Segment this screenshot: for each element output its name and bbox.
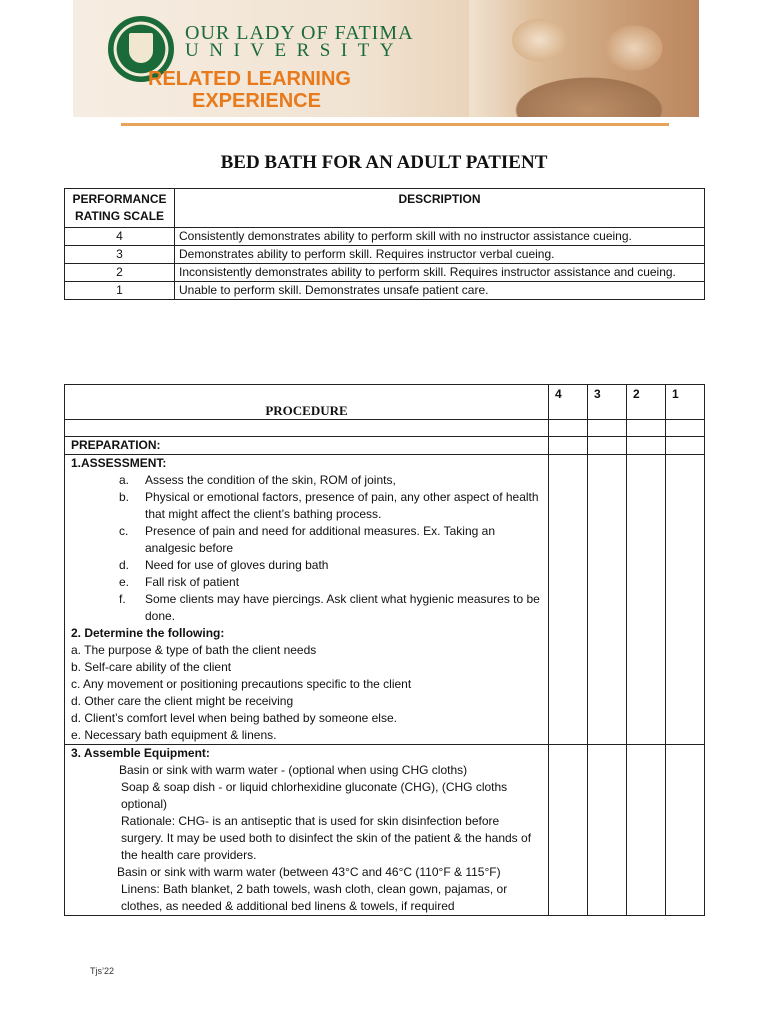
equipment-row	[65, 745, 705, 916]
score-cell[interactable]	[549, 420, 588, 437]
score-cell[interactable]	[666, 745, 705, 916]
list-item: e. Fall risk of patient	[119, 575, 240, 589]
score-cell[interactable]	[627, 420, 666, 437]
preparation-label: PREPARATION:	[65, 437, 549, 455]
rating-row	[65, 264, 705, 282]
surgeons-photo	[469, 0, 699, 117]
blank-row	[65, 420, 705, 437]
rating-scale-table	[64, 188, 705, 300]
list-item: Rationale: CHG- is an antiseptic that is used for skin disinfection before surgery. It may be used both to disinfect the skin of the patient & the hands of the health care providers.	[121, 814, 532, 862]
rating-scale-value: 1	[65, 282, 175, 300]
rating-description: Consistently demonstrates ability to perform skill with no instructor assistance cueing.	[175, 228, 705, 246]
list-item: f. Some clients may have piercings. Ask client what hygienic measures to be done.	[119, 592, 540, 623]
score-cell[interactable]	[588, 437, 627, 455]
rating-scale-value: 2	[65, 264, 175, 282]
score-cell[interactable]	[666, 420, 705, 437]
rating-scale-header: PERFORMANCE RATING SCALE	[65, 189, 175, 228]
rating-row	[65, 246, 705, 264]
score-cell[interactable]	[627, 455, 666, 745]
list-item: Linens: Bath blanket, 2 bath towels, wash cloth, clean gown, pajamas, or clothes, as needed & additional bed linens & towels, if required	[121, 882, 508, 913]
assessment-determine-row	[65, 455, 705, 745]
score-cell[interactable]	[627, 745, 666, 916]
score-column-4: 4	[549, 385, 588, 420]
rating-row	[65, 228, 705, 246]
university-name-line2: UNIVERSITY	[185, 40, 404, 61]
list-item: a. The purpose & type of bath the client needs	[71, 643, 317, 657]
list-item: Basin or sink with warm water (between 43°C and 46°C (110°F & 115°F)	[117, 865, 501, 879]
assessment-section	[65, 455, 549, 745]
score-cell[interactable]	[666, 455, 705, 745]
score-column-1: 1	[666, 385, 705, 420]
list-item: b. Self-care ability of the client	[71, 660, 232, 674]
equipment-label: 3. Assemble Equipment:	[71, 746, 210, 760]
list-item: d. Client’s comfort level when being bathed by someone else.	[71, 711, 397, 725]
list-item: Basin or sink with warm water - (optional when using CHG cloths)	[119, 763, 468, 777]
header-banner	[73, 0, 699, 117]
rating-header-row	[65, 189, 705, 228]
rating-scale-value: 3	[65, 246, 175, 264]
assessment-label: 1.ASSESSMENT:	[71, 456, 167, 470]
score-cell[interactable]	[588, 455, 627, 745]
rating-description: Demonstrates ability to perform skill. Requires instructor verbal cueing.	[175, 246, 705, 264]
rating-description: Inconsistently demonstrates ability to perform skill. Requires instructor assistance and cueing.	[175, 264, 705, 282]
footer-note: Tjs’22	[90, 966, 115, 976]
assessment-list	[71, 472, 544, 625]
procedure-checklist-table	[64, 384, 705, 916]
score-cell[interactable]	[666, 437, 705, 455]
score-cell[interactable]	[549, 745, 588, 916]
score-cell[interactable]	[627, 437, 666, 455]
score-column-2: 2	[627, 385, 666, 420]
score-cell[interactable]	[588, 420, 627, 437]
list-item: d. Other care the client might be receiving	[71, 694, 294, 708]
score-column-3: 3	[588, 385, 627, 420]
document-title: BED BATH FOR AN ADULT PATIENT	[220, 152, 548, 173]
program-title-line1: RELATED LEARNING	[148, 68, 351, 90]
seal-shield-icon	[129, 33, 153, 63]
list-item: Soap & soap dish - or liquid chlorhexidine gluconate (CHG), (CHG cloths optional)	[121, 780, 508, 811]
rating-row	[65, 282, 705, 300]
list-item: d. Need for use of gloves during bath	[119, 558, 329, 572]
preparation-row	[65, 437, 705, 455]
list-item: e. Necessary bath equipment & linens.	[71, 728, 277, 742]
list-item: a. Assess the condition of the skin, ROM of joints,	[119, 473, 396, 487]
score-cell[interactable]	[588, 745, 627, 916]
university-name-line1: OUR LADY OF FATIMA	[185, 22, 414, 44]
program-title-line2: EXPERIENCE	[192, 90, 321, 112]
determine-label: 2. Determine the following:	[71, 626, 225, 640]
score-cell[interactable]	[549, 437, 588, 455]
list-item: b. Physical or emotional factors, presence of pain, any other aspect of health that might affect the client’s bathing process.	[119, 490, 539, 521]
rating-scale-value: 4	[65, 228, 175, 246]
list-item: c. Any movement or positioning precautions specific to the client	[71, 677, 412, 691]
procedure-header-row	[65, 385, 705, 420]
list-item: c. Presence of pain and need for additional measures. Ex. Taking an analgesic before	[119, 524, 496, 555]
rating-description: Unable to perform skill. Demonstrates unsafe patient care.	[175, 282, 705, 300]
score-cell[interactable]	[549, 455, 588, 745]
banner-divider	[121, 123, 669, 126]
equipment-section	[65, 745, 549, 916]
procedure-header: PROCEDURE	[65, 385, 549, 420]
description-header: DESCRIPTION	[175, 189, 705, 228]
